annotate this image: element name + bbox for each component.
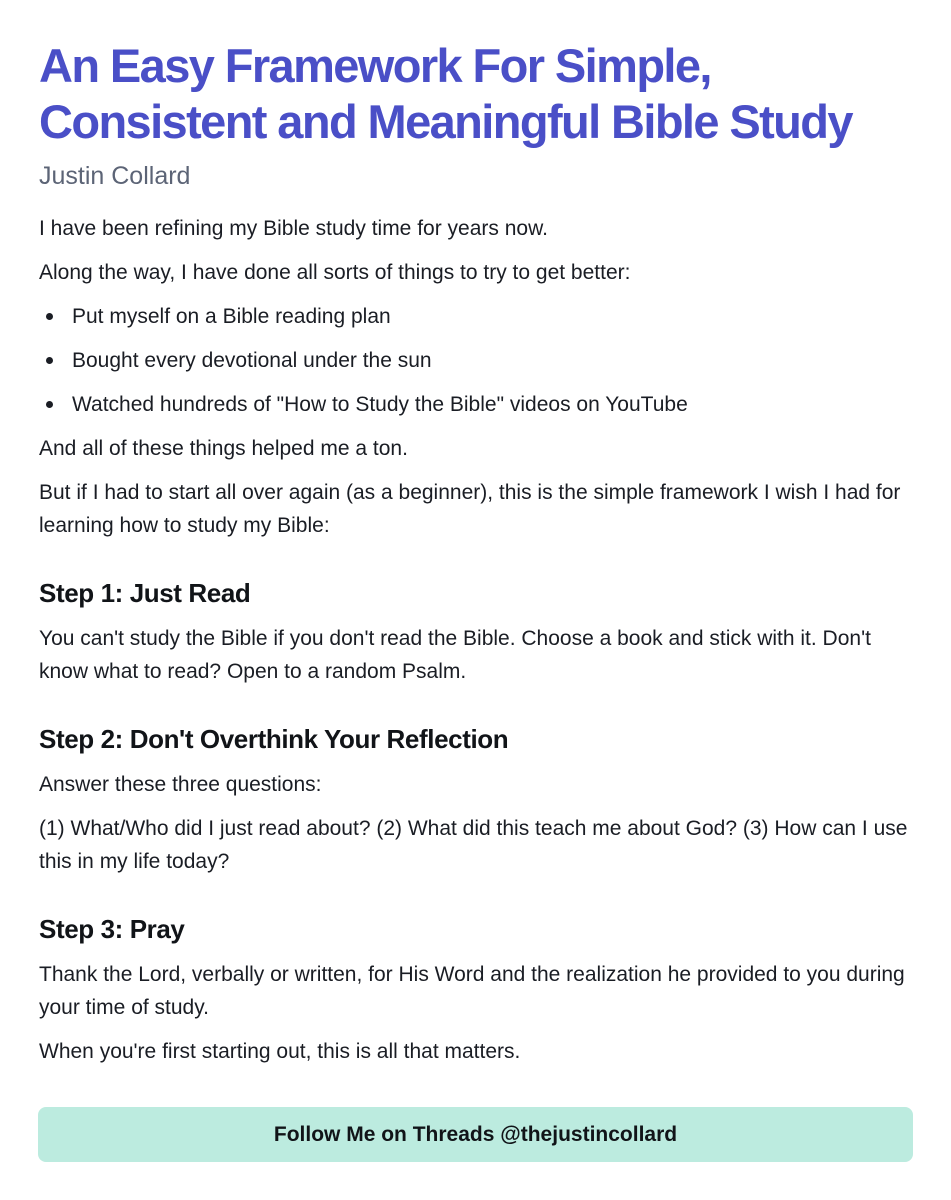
- list-item: [39, 344, 913, 377]
- list-item-text: Bought every devotional under the sun: [72, 349, 432, 372]
- list-item-text: Put myself on a Bible reading plan: [72, 305, 391, 328]
- intro-paragraph: I have been refining my Bible study time for years now.: [39, 217, 548, 240]
- article: [39, 38, 913, 1068]
- step-paragraph: Answer these three questions:: [39, 773, 322, 796]
- list-item: [39, 388, 913, 421]
- author-name: Justin Collard: [39, 162, 191, 190]
- intro-paragraph: Along the way, I have done all sorts of things to try to get better:: [39, 261, 631, 284]
- step-heading: Step 1: Just Read: [39, 578, 251, 608]
- follow-threads-label: Follow Me on Threads @thejustincollard: [273, 1122, 678, 1146]
- bullet-icon: [46, 357, 53, 364]
- list-item: [39, 300, 913, 333]
- step-paragraph: Thank the Lord, verbally or written, for His Word and the realization he provided to you during your time of study.: [39, 963, 905, 1019]
- step-paragraph: (1) What/Who did I just read about? (2) What did this teach me about God? (3) How can I use this in my life today?: [39, 817, 908, 873]
- list-item-text: Watched hundreds of "How to Study the Bible" videos on YouTube: [72, 393, 688, 416]
- step-heading: Step 2: Don't Overthink Your Reflection: [39, 724, 509, 754]
- step-heading: Step 3: Pray: [39, 914, 185, 944]
- step-paragraph: You can't study the Bible if you don't read the Bible. Choose a book and stick with it. Don't know what to read? Open to a random Psalm.: [39, 627, 871, 683]
- page-title: An Easy Framework For Simple, Consistent and Meaningful Bible Study: [39, 39, 852, 148]
- bullet-icon: [46, 313, 53, 320]
- body-paragraph: But if I had to start all over again (as a beginner), this is the simple framework I wish I had for learning how to study my Bible:: [39, 481, 901, 537]
- bullet-icon: [46, 401, 53, 408]
- follow-threads-button[interactable]: [38, 1107, 913, 1162]
- body-paragraph: And all of these things helped me a ton.: [39, 437, 408, 460]
- bullet-list: [39, 300, 913, 421]
- step-paragraph: When you're first starting out, this is all that matters.: [39, 1040, 521, 1063]
